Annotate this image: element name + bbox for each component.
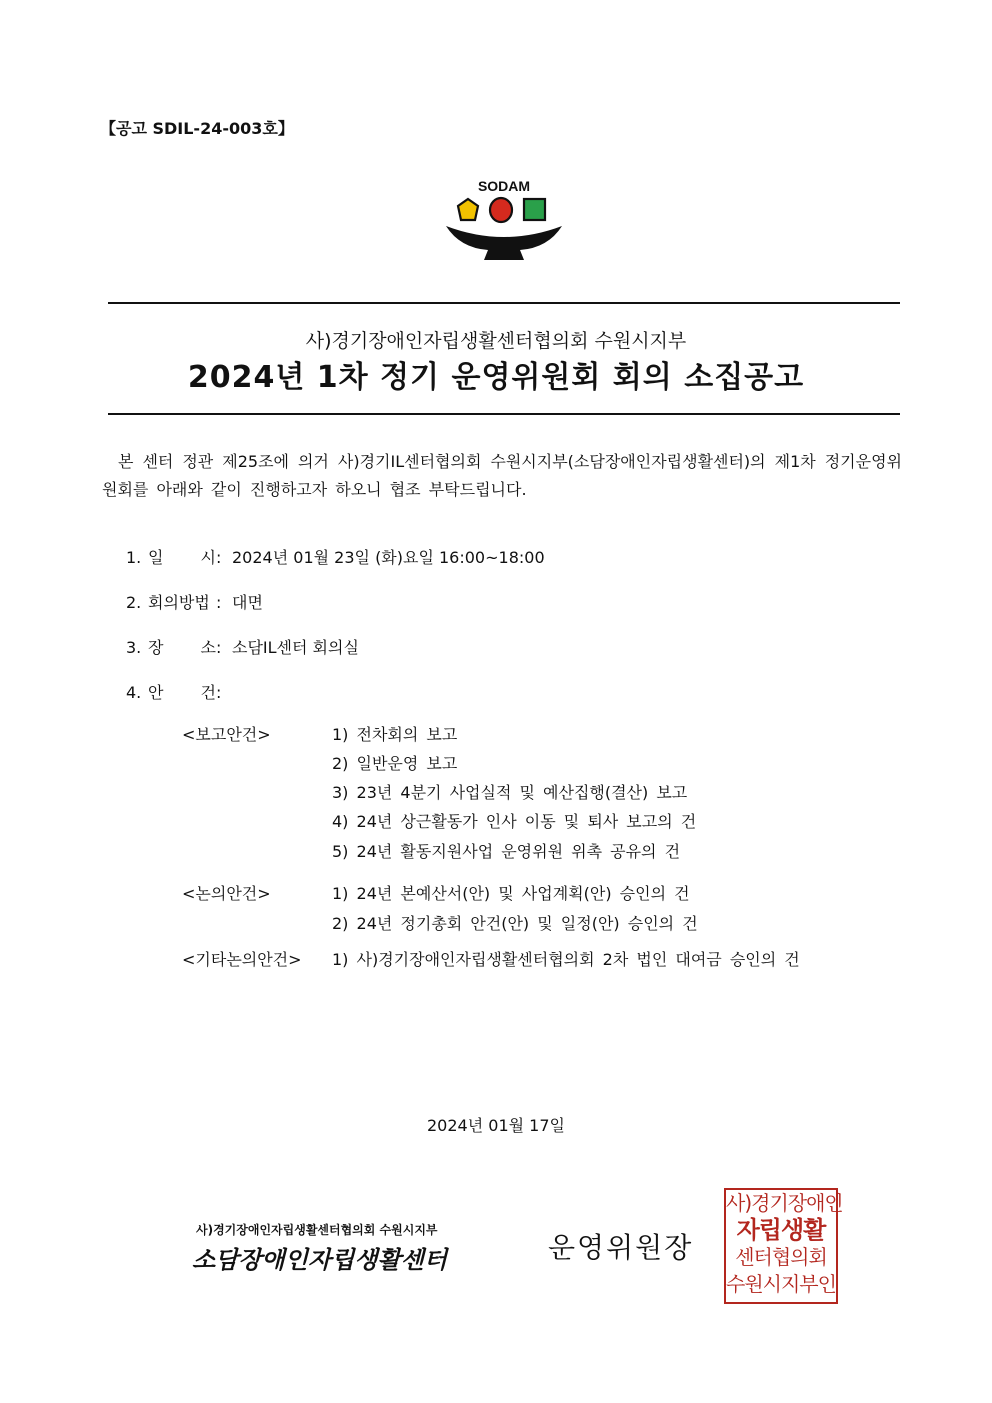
page-title: 2024년 1차 정기 운영위원회 회의 소집공고 bbox=[187, 360, 805, 395]
item-label: 일 시 bbox=[148, 548, 216, 567]
seal-line: 수원시지부인 bbox=[726, 1272, 836, 1296]
agenda-other-heading: <기타논의안건> bbox=[182, 950, 302, 969]
red-circle-icon bbox=[490, 198, 512, 222]
item-colon: : bbox=[216, 548, 222, 567]
signature-org-small: 사)경기장애인자립생활센터협의회 수원시지부 bbox=[196, 1223, 438, 1237]
item-value: 대면 bbox=[232, 593, 263, 612]
item-method bbox=[126, 590, 263, 613]
sodam-logo bbox=[440, 176, 568, 264]
intro-paragraph: 본 센터 정관 제25조에 의거 사)경기IL센터협의회 수원시지부(소담장애인자립생활센터)의 제1차 정기운영위원회를 아래와 같이 진행하고자 하오니 협조 부탁드립니다. bbox=[102, 452, 902, 499]
signature-org-logotype: 소담장애인자립생활센터 bbox=[192, 1245, 448, 1274]
agenda-report-line: 4) 24년 상근활동가 인사 이동 및 퇴사 보고의 건 bbox=[332, 812, 697, 831]
agenda-other-line: 1) 사)경기장애인자립생활센터협의회 2차 법인 대여금 승인의 건 bbox=[332, 950, 800, 969]
seal-line: 사)경기장애인 bbox=[726, 1191, 843, 1215]
organization-name: 사)경기장애인자립생활센터협의회 수원시지부 bbox=[305, 330, 687, 352]
agenda-report-line: 3) 23년 4분기 사업실적 및 예산집행(결산) 보고 bbox=[332, 783, 688, 802]
item-agenda bbox=[126, 680, 232, 703]
agenda-discussion-line: 1) 24년 본예산서(안) 및 사업계획(안) 승인의 건 bbox=[332, 884, 690, 903]
item-label: 회의방법 bbox=[148, 593, 210, 612]
notice-number: 【공고 SDIL-24-003호】 bbox=[100, 119, 294, 138]
official-seal bbox=[724, 1188, 843, 1304]
signature-role: 운영위원장 bbox=[548, 1231, 694, 1264]
notice-date: 2024년 01월 17일 bbox=[427, 1116, 565, 1135]
item-datetime bbox=[126, 545, 545, 568]
item-number: 4. bbox=[126, 683, 142, 702]
yellow-pentagon-icon bbox=[458, 199, 478, 220]
bottom-rule bbox=[108, 413, 900, 415]
item-place bbox=[126, 635, 359, 658]
green-square-icon bbox=[524, 199, 545, 220]
logo-text: SODAM bbox=[477, 178, 531, 194]
item-colon: : bbox=[216, 638, 222, 657]
seal-line: 자립생활 bbox=[736, 1216, 826, 1244]
seal-line: 센터협의회 bbox=[735, 1245, 827, 1269]
agenda-report-line: 2) 일반운영 보고 bbox=[332, 754, 458, 773]
agenda-report-heading: <보고안건> bbox=[182, 725, 271, 744]
item-number: 1. bbox=[126, 548, 142, 567]
bowl-icon bbox=[446, 226, 562, 260]
item-number: 2. bbox=[126, 593, 142, 612]
agenda-discussion-heading: <논의안건> bbox=[182, 884, 271, 903]
item-number: 3. bbox=[126, 638, 142, 657]
item-colon: : bbox=[216, 683, 222, 702]
agenda-discussion-line: 2) 24년 정기총회 안건(안) 및 일정(안) 승인의 건 bbox=[332, 914, 698, 933]
agenda-report-line: 1) 전차회의 보고 bbox=[332, 725, 458, 744]
agenda-report-line: 5) 24년 활동지원사업 운영위원 위촉 공유의 건 bbox=[332, 842, 681, 861]
item-label: 안 건 bbox=[148, 683, 216, 702]
item-value: 2024년 01월 23일 (화)요일 16:00~18:00 bbox=[232, 548, 545, 567]
item-label: 장 소 bbox=[148, 638, 216, 657]
item-value: 소담IL센터 회의실 bbox=[232, 638, 359, 657]
item-colon: : bbox=[216, 593, 222, 612]
top-rule bbox=[108, 302, 900, 304]
